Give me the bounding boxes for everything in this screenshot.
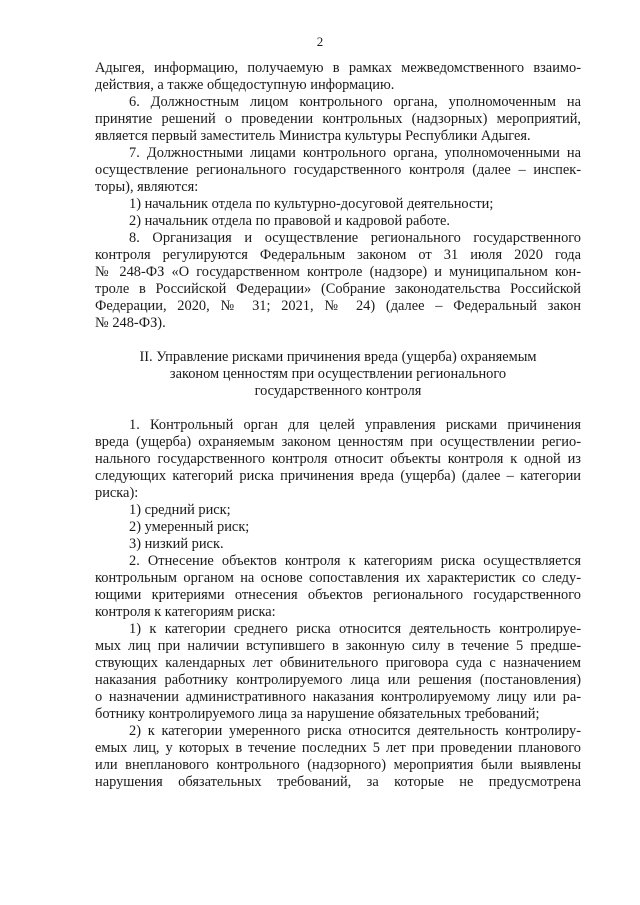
text-line: 8. Организация и осуществление регионального государственного <box>129 230 581 246</box>
text-line: нарушения обязательных требований, за которые не предусмотрена <box>95 774 581 790</box>
text-line: мых лиц при наличии вступившего в законную силу в течение 5 предше- <box>95 638 581 654</box>
text-line: 1) начальник отдела по культурно-досуговой деятельности; <box>129 196 494 212</box>
text-line: емых лиц, у которых в течение последних 5 лет при проведении планового <box>95 740 581 756</box>
text-line: троле в Российской Федерации» (Собрание законодательства Российской <box>95 281 581 297</box>
text-line: 2) к категории умеренного риска относится деятельность контролиру- <box>129 723 581 739</box>
section-heading-line: II. Управление рисками причинения вреда (ущерба) охраняемым <box>139 349 537 365</box>
text-line: 1) к категории среднего риска относится деятельность контролируе- <box>129 621 581 637</box>
text-line: о назначении административного наказания контролируемому лицу или ра- <box>95 689 581 705</box>
text-line: Федерации, 2020, № 31; 2021, № 24) (далее – Федеральный закон <box>95 298 581 314</box>
text-line: Адыгея, информацию, получаемую в рамках межведомственного взаимо- <box>95 60 581 76</box>
paragraph-gap <box>95 400 581 417</box>
text-line: № 248-ФЗ). <box>95 315 166 331</box>
text-line: осуществление регионального государственного контроля (далее – инспек- <box>95 162 581 178</box>
text-line: 1. Контрольный орган для целей управления рисками причинения <box>129 417 581 433</box>
text-line: вреда (ущерба) охраняемым законом ценностям при осуществлении регио- <box>95 434 581 450</box>
document-body <box>95 60 581 791</box>
text-line: ствующих календарных лет обвинительного приговора суда с назначением <box>95 655 581 671</box>
text-line: 2. Отнесение объектов контроля к категориям риска осуществляется <box>129 553 581 569</box>
text-line: 3) низкий риск. <box>129 536 224 552</box>
text-line: торы), являются: <box>95 179 199 195</box>
text-line: № 248-ФЗ «О государственном контроле (надзоре) и муниципальном кон- <box>95 264 581 280</box>
text-line: 1) средний риск; <box>129 502 231 518</box>
text-line: 6. Должностным лицом контрольного органа, уполномоченным на <box>129 94 581 110</box>
text-line: следующих категорий риска причинения вреда (ущерба) (далее – категории <box>95 468 581 484</box>
text-line: 7. Должностными лицами контрольного органа, уполномоченными на <box>129 145 581 161</box>
text-line: нального государственного контроля относит объекты контроля к одной из <box>95 451 581 467</box>
text-line: 2) умеренный риск; <box>129 519 250 535</box>
text-line: риска): <box>95 485 139 501</box>
text-line: 2) начальник отдела по правовой и кадровой работе. <box>129 213 450 229</box>
text-line: контроля к категориям риска: <box>95 604 276 620</box>
page-number: 2 <box>316 34 324 49</box>
text-line: является первый заместитель Министра культуры Республики Адыгея. <box>95 128 531 144</box>
section-heading-line: законом ценностям при осуществлении регионального <box>169 366 507 382</box>
text-line: наказания работнику контролируемого лица или решения (постановления) <box>95 672 581 688</box>
paragraph-gap <box>95 332 581 349</box>
text-line: ющими критериями отнесения объектов регионального государственного <box>95 587 581 603</box>
text-line: контроля регулируются Федеральным законом от 31 июля 2020 года <box>95 247 581 263</box>
text-line: или внепланового контрольного (надзорного) мероприятия были выявлены <box>95 757 581 773</box>
section-heading-line: государственного контроля <box>254 383 422 399</box>
text-line: ботнику контролируемого лица за нарушение обязательных требований; <box>95 706 540 722</box>
text-line: действия, а также общедоступную информацию. <box>95 77 395 93</box>
text-line: принятие решений о проведении контрольных (надзорных) мероприятий, <box>95 111 581 127</box>
text-line: контрольным органом на основе сопоставления их характеристик со следу- <box>95 570 581 586</box>
